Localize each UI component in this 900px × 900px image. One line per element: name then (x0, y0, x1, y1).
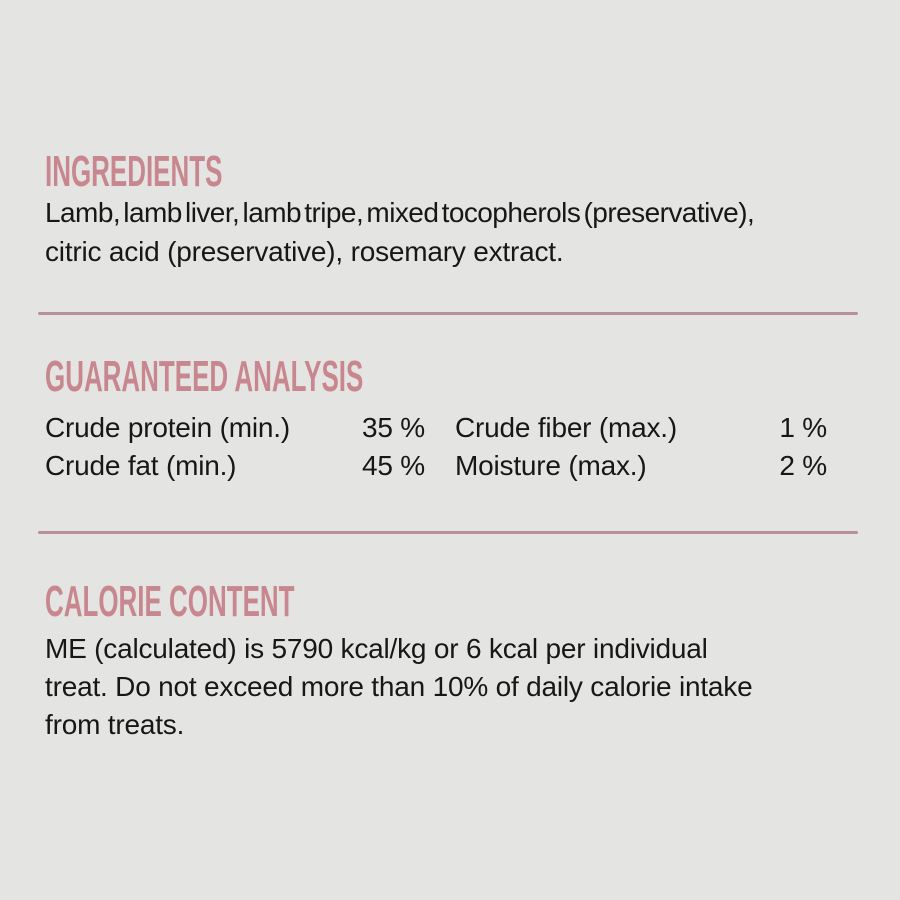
calorie-line: ME (calculated) is 5790 kcal/kg or 6 kcal per individual (45, 633, 708, 664)
guaranteed-analysis-heading: GUARANTEED ANALYSIS (45, 352, 364, 401)
column-gap (425, 447, 455, 485)
analysis-value: 45 % (361, 450, 425, 481)
analysis-label: Crude protein (min.) (45, 412, 290, 443)
analysis-value: 35 % (361, 412, 425, 443)
calorie-line: from treats. (45, 709, 185, 740)
ingredients-line: Lamb, lamb liver, lamb tripe, mixed tocopherols (preservative), (45, 197, 755, 228)
ingredients-line: citric acid (preservative), rosemary extract. (45, 236, 564, 267)
calorie-content-heading: CALORIE CONTENT (45, 577, 295, 626)
calorie-content-text (45, 630, 752, 744)
guaranteed-analysis-table (45, 409, 827, 485)
column-gap (425, 409, 455, 447)
ingredients-heading: INGREDIENTS (45, 147, 223, 196)
calorie-line: treat. Do not exceed more than 10% of daily calorie intake (45, 671, 753, 702)
analysis-value: 2 % (779, 450, 827, 481)
section-divider (38, 312, 858, 315)
analysis-label: Crude fat (min.) (45, 450, 237, 481)
section-divider (38, 531, 858, 534)
analysis-value: 1 % (779, 412, 827, 443)
ingredients-text (45, 193, 754, 271)
analysis-label: Moisture (max.) (455, 450, 647, 481)
analysis-label: Crude fiber (max.) (455, 412, 678, 443)
